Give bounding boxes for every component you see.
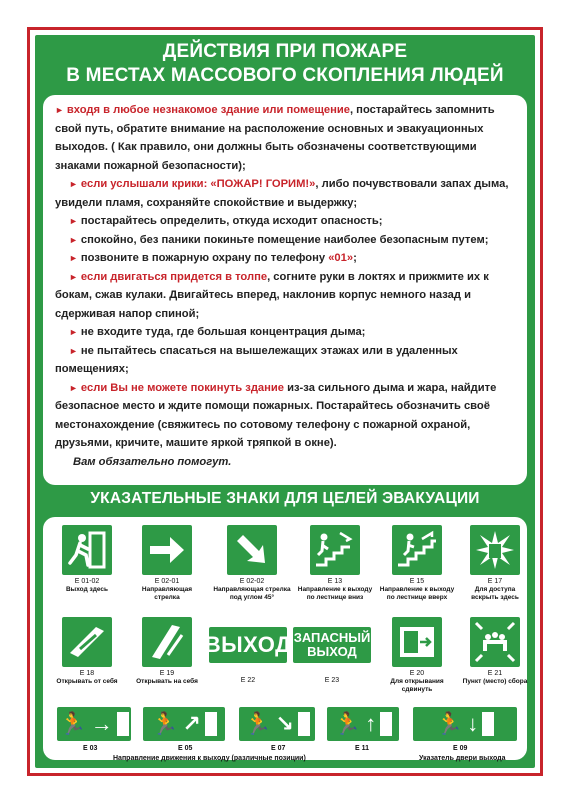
sign-e02-02: E 02-02 Направляющая стрелка под углом 45° <box>213 525 291 602</box>
signs-subtitle: УКАЗАТЕЛЬНЫЕ ЗНАКИ ДЛЯ ЦЕЛЕЙ ЭВАКУАЦИИ <box>90 490 480 507</box>
instruction-1: ► входя в любое незнакомое здание или помещение, постарайтесь запомнить свой путь, обратите внимание на расположение основных и эвакуационных выходов. ( Как правило, они должны быть обозначены соответствующими знаками пожарной безопасности); <box>55 104 495 172</box>
assembly-point-icon <box>470 617 520 667</box>
sign-e22: ВЫХОД E 22 <box>209 627 287 685</box>
arrow-up-icon: ↑ <box>365 711 377 736</box>
instruction-final: Вам обязательно помогут. <box>73 455 232 468</box>
exit-text-plate: ВЫХОД <box>209 627 287 663</box>
sign-e21: E 21 Пункт (место) сбора <box>461 617 529 686</box>
stairs-up-icon <box>392 525 442 575</box>
instruction-5: ► позвоните в пожарную охрану по телефону «01»; <box>69 252 357 264</box>
poster-background <box>35 35 535 768</box>
instruction-6: ► если двигаться придется в толпе, согните руки в локтях и прижмите их к бокам, сжав кулаки. Двигайтесь вперед, наклонив корпус немного назад и сдерживая напор спиной; <box>55 270 489 320</box>
sign-e11 <box>327 707 399 741</box>
door-icon <box>482 712 494 736</box>
instruction-7: ► не входите туда, где большая концентрация дыма; <box>69 326 366 338</box>
instruction-3: ► постарайтесь определить, откуда исходит опасность; <box>69 215 383 227</box>
break-glass-icon <box>470 525 520 575</box>
door-push-icon <box>62 617 112 667</box>
sign-e07 <box>239 707 315 741</box>
arrow-up-right-icon: ↗ <box>182 711 201 736</box>
emergency-exit-plate: ЗАПАСНЫЙ ВЫХОД <box>293 627 371 663</box>
row3-caption: Направление движения к выходу (различные позиции) <box>113 755 306 762</box>
instruction-9: ► если Вы не можете покинуть здание из-за сильного дыма и жара, найдите безопасное место и ждите помощи пожарных. Постарайтесь обозначить своё местонахождение (свяжитесь по сотовому телефону с пожарной охраной, друзьями, кричите, машите яркой тряпкой в окне). <box>55 381 497 449</box>
sign-e18: E 18 Открывать от себя <box>53 617 121 686</box>
sliding-door-icon <box>392 617 442 667</box>
row3-caption-right: Указатель двери выхода <box>419 755 506 762</box>
instruction-2: ► если услышали крики: «ПОЖАР! ГОРИМ!», либо почувствовали запах дыма, увидели пламя, сохраняйте спокойствие и выдержку; <box>55 178 509 209</box>
sign-e17: E 17 Для доступа вскрыть здесь <box>461 525 529 602</box>
running-man-icon: 🏃 <box>59 711 87 736</box>
sign-e05 <box>143 707 225 741</box>
sign-e09 <box>413 707 517 741</box>
poster-title <box>35 40 535 88</box>
door-icon <box>205 712 217 736</box>
running-man-icon: 🏃 <box>244 711 272 736</box>
arrow-down-right-icon: ↘ <box>275 711 294 736</box>
door-icon <box>380 712 392 736</box>
sign-e23: ЗАПАСНЫЙ ВЫХОД E 23 <box>293 627 371 685</box>
sign-e20: E 20 Для открывания сдвинуть <box>377 617 457 694</box>
instruction-8: ► не пытайтесь спасаться на вышележащих этажах или в удаленных помещениях; <box>55 344 458 375</box>
running-man-door-icon <box>62 525 112 575</box>
stairs-down-icon <box>310 525 360 575</box>
signs-panel: E 01-02 Выход здесь E 02-01 Направляющая стрелка E 02-02 Направляющая стрелка под углом 45° E 13 Направление к выходу по лестнице вниз E 15 Направление к выходу по лестнице вверх E 17 Для доступа вскрыть здесь E 18 Открывать от себя E 19 Открывать на себя ВЫХОД E 22 ЗАПАСНЫЙ ВЫХОД E 23 E 20 Для открывания сдвинуть E 21 Пункт (место) сбора 🏃 → 🏃 ↗ 🏃 ↘ 🏃 ↑ 🏃 ↓ E 03 E 05 E 07 E 11 E 09 Направление движения к выходу (различные позиции) Указатель двери выхода <box>43 517 527 760</box>
arrow-down-icon: ↓ <box>467 711 479 736</box>
poster-frame <box>27 27 543 776</box>
door-pull-icon <box>142 617 192 667</box>
sign-e13: E 13 Направление к выходу по лестнице вниз <box>295 525 375 602</box>
instruction-4: ► спокойно, без паники покиньте помещение наиболее безопасным путем; <box>69 233 489 246</box>
sign-e01-02: E 01-02 Выход здесь <box>53 525 121 594</box>
running-man-icon: 🏃 <box>151 711 179 736</box>
running-man-icon: 🏃 <box>435 711 464 736</box>
sign-e03 <box>57 707 131 741</box>
arrow-down-right-icon <box>227 525 277 575</box>
arrow-right-icon <box>142 525 192 575</box>
instructions-box <box>43 95 527 485</box>
door-icon <box>117 712 129 736</box>
door-icon <box>298 712 310 736</box>
running-man-icon: 🏃 <box>333 711 362 736</box>
sign-e19: E 19 Открывать на себя <box>133 617 201 686</box>
sign-e02-01: E 02-01 Направляющая стрелка <box>133 525 201 602</box>
title-line-1: ДЕЙСТВИЯ ПРИ ПОЖАРЕ <box>162 41 408 62</box>
arrow-right-icon: → <box>90 711 113 736</box>
sign-e15: E 15 Направление к выходу по лестнице вверх <box>377 525 457 602</box>
title-line-2: В МЕСТАХ МАССОВОГО СКОПЛЕНИЯ ЛЮДЕЙ <box>66 65 504 86</box>
